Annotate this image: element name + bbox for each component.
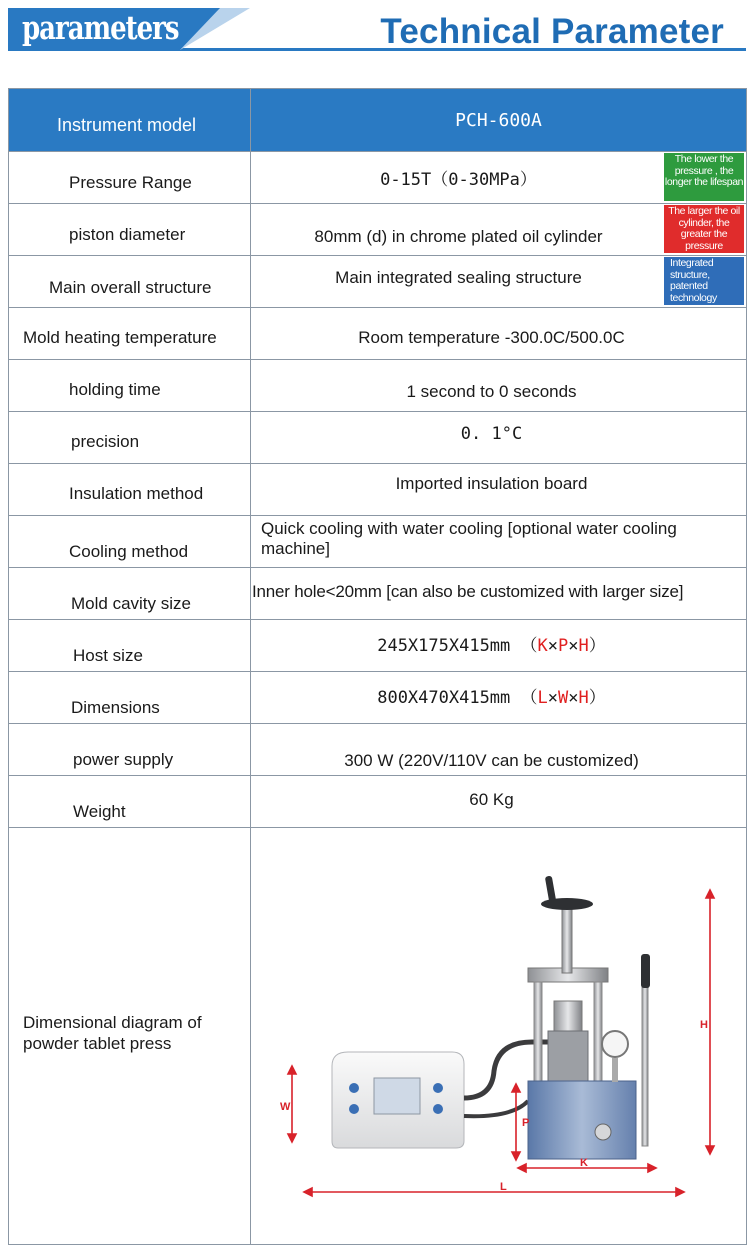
dim-label-p: P bbox=[522, 1117, 530, 1129]
table-row bbox=[9, 776, 747, 828]
dimension-lines bbox=[288, 890, 714, 1196]
row-value: 80mm (d) in chrome plated oil cylinder bbox=[314, 226, 603, 246]
instrument-model-label: Instrument model bbox=[9, 89, 251, 152]
row-label: Mold heating temperature bbox=[23, 328, 217, 347]
row-label: piston diameter bbox=[69, 225, 186, 244]
table-header-row bbox=[9, 89, 747, 152]
row-label: Mold cavity size bbox=[71, 594, 191, 613]
dim-label-h: H bbox=[700, 1019, 708, 1031]
controller-box bbox=[332, 1052, 464, 1148]
pressure-gauge-icon bbox=[602, 1031, 628, 1082]
row-label: Dimensions bbox=[71, 698, 160, 717]
row-label: Pressure Range bbox=[69, 173, 192, 192]
row-value: Inner hole<20mm [can also be customized with larger size] bbox=[252, 581, 684, 601]
lifespan-badge: The lower the pressure , the longer the lifespan bbox=[664, 153, 744, 201]
dim-label-l: L bbox=[500, 1181, 507, 1193]
table-row bbox=[9, 620, 747, 672]
row-value: 60 Kg bbox=[469, 789, 514, 809]
hose-2 bbox=[464, 1101, 528, 1116]
tablet-press-diagram bbox=[262, 866, 742, 1206]
row-value: 0. 1°C bbox=[460, 423, 523, 444]
structure-badge: Integrated structure, patented technology bbox=[664, 257, 744, 305]
row-label: holding time bbox=[69, 380, 161, 399]
row-value: Room temperature -300.0C/500.0C bbox=[358, 327, 625, 347]
dim-label-k: K bbox=[580, 1157, 588, 1169]
header-tab bbox=[8, 8, 180, 50]
row-value: Quick cooling with water cooling [optional water cooling machine] bbox=[261, 518, 677, 558]
table-row bbox=[9, 204, 747, 256]
release-valve bbox=[595, 1124, 611, 1140]
diagram-label: Dimensional diagram of powder tablet press bbox=[23, 1013, 202, 1053]
row-label: Weight bbox=[73, 802, 126, 821]
row-label: Cooling method bbox=[69, 542, 189, 561]
pump-handle bbox=[641, 954, 650, 1146]
table-row bbox=[9, 724, 747, 776]
press-base bbox=[528, 1081, 636, 1159]
pressure-badge: The larger the oil cylinder, the greater the pressure bbox=[664, 205, 744, 253]
table-row bbox=[9, 464, 747, 516]
row-value: Main integrated sealing structure bbox=[335, 267, 582, 287]
press-frame bbox=[528, 876, 608, 1082]
row-value: 1 second to 0 seconds bbox=[406, 381, 577, 401]
header-tab-label: parameters bbox=[22, 10, 179, 48]
table-row bbox=[9, 360, 747, 412]
header-slant-dark bbox=[180, 8, 220, 50]
table-row bbox=[9, 412, 747, 464]
row-value: 0-15T（0-30MPa） bbox=[380, 170, 537, 190]
instrument-model-value: PCH-600A bbox=[251, 89, 747, 152]
row-label: Host size bbox=[73, 646, 143, 665]
row-value: 800X470X415mm （L×W×H） bbox=[377, 688, 606, 708]
row-value: Imported insulation board bbox=[395, 473, 588, 493]
row-label: precision bbox=[71, 432, 140, 451]
table-row bbox=[9, 672, 747, 724]
table-row bbox=[9, 256, 747, 308]
dim-label-w: W bbox=[280, 1101, 291, 1113]
table-row bbox=[9, 568, 747, 620]
page-title: Technical Parameter bbox=[380, 12, 724, 51]
page-header bbox=[0, 0, 750, 60]
table-row bbox=[9, 152, 747, 204]
table-row bbox=[9, 308, 747, 360]
table-row bbox=[9, 516, 747, 568]
row-label: power supply bbox=[73, 750, 174, 769]
row-label: Insulation method bbox=[69, 484, 204, 503]
row-value: 245X175X415mm （K×P×H） bbox=[377, 636, 606, 656]
row-value: 300 W (220V/110V can be customized) bbox=[344, 750, 639, 770]
row-label: Main overall structure bbox=[49, 278, 212, 297]
